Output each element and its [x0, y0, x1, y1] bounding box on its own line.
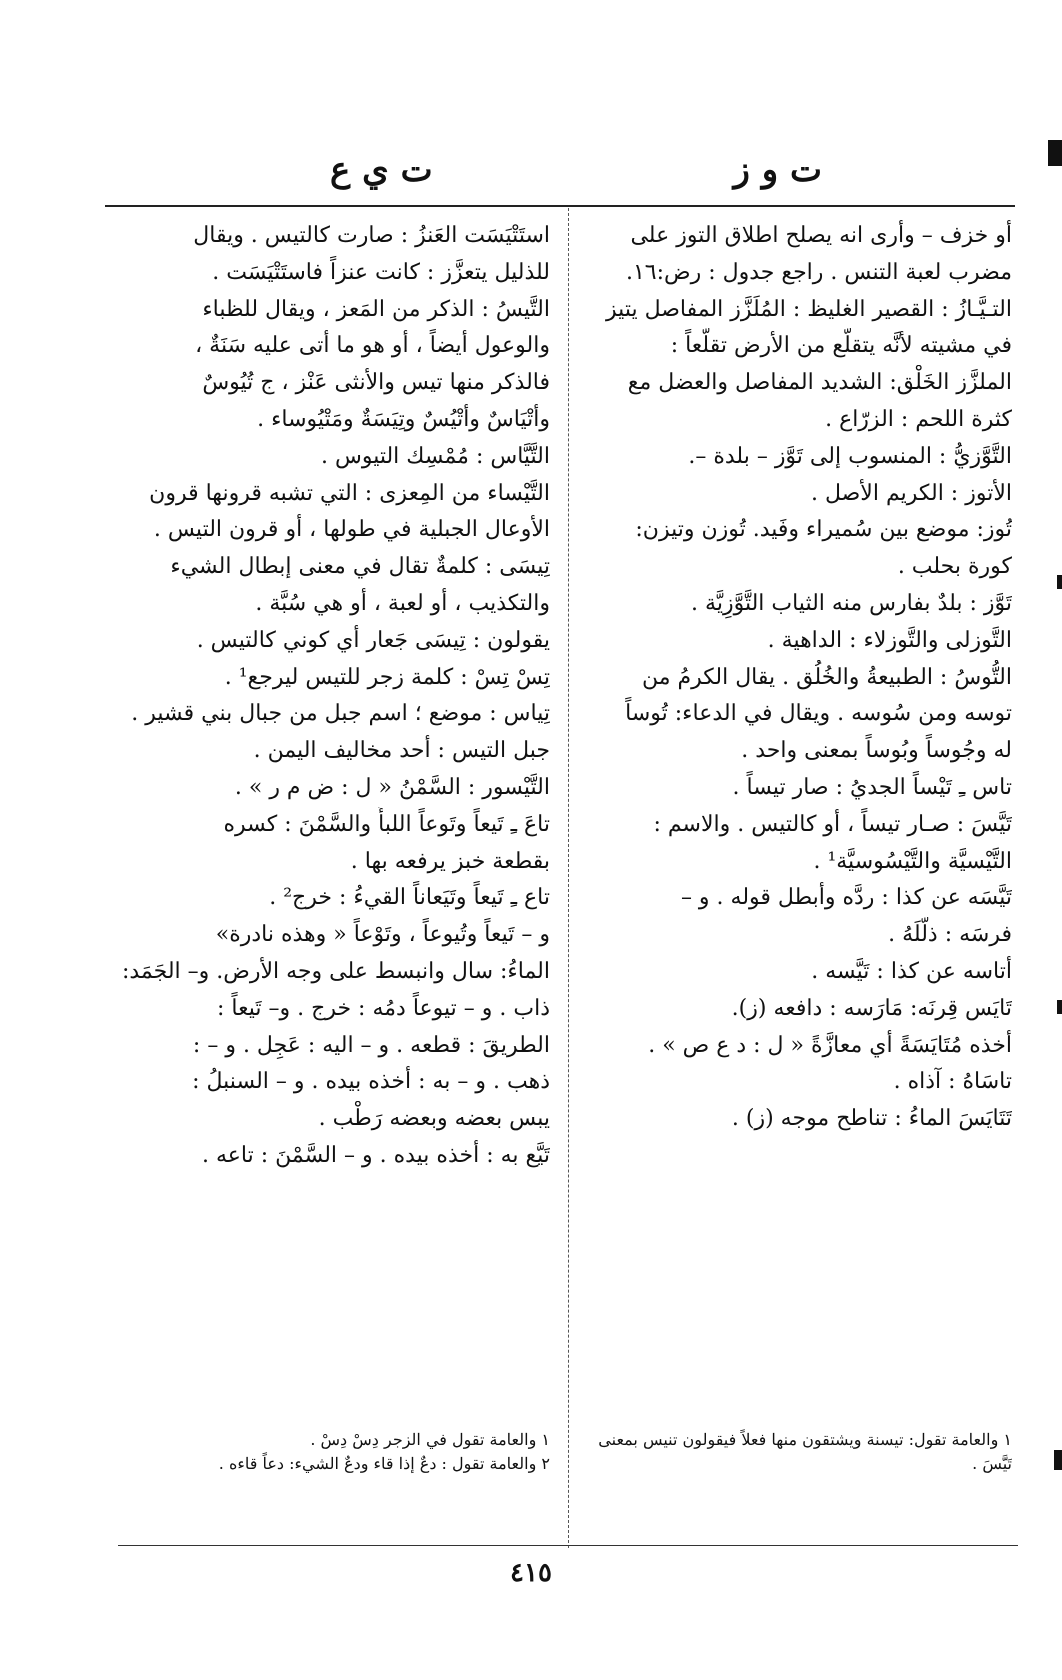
- footnote: ١ والعامة تقول في الزجر دِسْ دِسْ .: [310, 1430, 550, 1449]
- text-line: التَّيْسور : السَّمْنُ « ل : ض م ر » .: [234, 774, 550, 800]
- text-line: التَّيْساء من المِعزى : التي تشبه قرونها قرون: [149, 480, 550, 506]
- text-line: فرسَه : ذلَّلَهُ .: [888, 922, 1012, 948]
- text-line: أخذه مُتَايَسَةً أي معازَّةً « ل : د ع ص » .: [648, 1032, 1012, 1058]
- scan-edge-mark: [1057, 1000, 1062, 1014]
- header-rule: [105, 205, 1015, 207]
- text-line: تاس ـِ تَيْساً الجديُ : صار تيساً .: [732, 774, 1012, 800]
- text-line: فالذكر منها تيس والأنثى عَنْز ، ج تُيُوسٌ: [202, 370, 550, 396]
- text-line: تاع ـِ تَيعاً وتَيَعاناً القيءُ : خرج² .: [269, 885, 550, 911]
- text-line: تاعَ ـِ تَيعاً وتَوعاً اللبأَ والسَّمْنَ : كسره: [223, 811, 550, 837]
- text-line: جبل التيس : أحد مخاليف اليمن .: [253, 738, 550, 764]
- text-line: كورة بحلب .: [897, 554, 1012, 580]
- text-line: تَيَّسَ : صـار تيساً ، أو كالتيس . والاسم :: [653, 811, 1012, 837]
- text-line: أتاسه عن كذا : تَيَّسه .: [811, 958, 1012, 984]
- left-footnotes: [110, 1428, 550, 1476]
- text-line: والتكذيب ، أو لعبة ، أو هي سُبَّة .: [255, 590, 550, 616]
- text-line: تاسَاهُ : آذاه .: [893, 1069, 1012, 1095]
- text-line: التَّيْسيَّة والتَّيْسُوسيَّة¹ .: [813, 848, 1012, 874]
- right-header-title: ت و ز: [733, 150, 822, 190]
- text-line: يبس بعضه وبعضه رَطْب .: [318, 1106, 550, 1132]
- text-line: التَّوَّزيُّ : المنسوب إلى تَوَّز – بلدة –.: [688, 443, 1012, 469]
- page-number: ٤١٥: [510, 1558, 552, 1588]
- text-line: أو خزف – وأرى انه يصلح اطلاق التوز على: [630, 223, 1012, 248]
- text-line: التُّوسُ : الطبيعةُ والخُلُق . يقال الكرمُ من: [641, 664, 1012, 690]
- text-line: كثرة اللحم : الزرّاع .: [825, 406, 1012, 432]
- scan-edge-mark: [1057, 575, 1062, 589]
- text-line: في مشيته لأنَّه يتقلَّع من الأرض تقلُّعاً :: [670, 333, 1012, 359]
- text-line: التَّيسُ : الذكر من المَعز ، ويقال للظباء: [202, 296, 550, 322]
- text-line: الماءُ: سال وانبسط على وجه الأرض. و– الجَمَد:: [121, 958, 550, 984]
- footer-rule: [118, 1545, 1018, 1546]
- footnote: ٢ والعامة تقول : دعٌ إذا قاء ودعٌ الشيء: دعاً قاءه .: [218, 1454, 550, 1473]
- text-line: بقطعة خبز يرفعه بها .: [350, 848, 550, 874]
- text-line: التَّيَّاس : مُمْسِك التيوس .: [320, 443, 550, 469]
- text-line: تَيَّع به : أخذه بيده . و – السَّمْنَ : تاعه .: [201, 1142, 550, 1168]
- text-line: تَوَّز : بلدٌ بفارس منه الثياب التَّوَّزِيَّة .: [691, 590, 1012, 616]
- scan-edge-mark: [1048, 140, 1062, 166]
- text-line: تِسْ تِسْ : كلمة زجر للتيس ليرجع¹ .: [224, 664, 550, 690]
- text-line: تَايَس قِرنَه: مَارَسه : دافعه (ز).: [731, 995, 1012, 1021]
- footnote: ١ والعامة تقول: تيسنة ويشتقون منها فعلاً فيقولون تنيس بمعنى: [598, 1430, 1012, 1449]
- text-line: الأوعال الجبلية في طولها ، أو قرون التيس .: [153, 517, 550, 543]
- text-line: تَيَّسَه عن كذا : ردَّه وأبطل قوله . و –: [680, 885, 1012, 911]
- scan-edge-mark: [1054, 1450, 1062, 1470]
- text-line: التَّوزلى والتَّوزلاء : الداهية .: [767, 627, 1012, 653]
- text-line: و – تَيعاً وتُيوعاً ، وتَوْعاً « وهذه نادرة»: [215, 922, 550, 948]
- text-line: الطريقَ : قطعه . و – اليه : عَجِل . و – :: [192, 1032, 550, 1058]
- text-line: والوعول أيضاً ، أو هو ما أتى عليه سَنَةٌ ،: [195, 333, 550, 359]
- text-line: تَتَايَسَ الماءُ : تناطح موجه (ز) .: [731, 1106, 1012, 1132]
- left-header-title: ت ي ع: [330, 150, 433, 190]
- text-line: التـيَّـازُ : القصير الغليظ : المُلَزَّز المفاصل يتيز: [606, 296, 1012, 322]
- left-column: [110, 218, 550, 1175]
- text-line: تِيسَى : كلمةٌ تقال في معنى إبطال الشيء: [170, 554, 550, 580]
- text-line: ذاب . و – تيوعاً دمُه : خرج . و– تَيعاً :: [217, 995, 550, 1021]
- right-footnotes: [557, 1428, 1012, 1476]
- text-line: ذهب . و – به : أخذه بيده . و – السنبلُ :: [192, 1069, 550, 1095]
- text-line: الملزَّز الخَلْق: الشديد المفاصل والعضل مع: [627, 370, 1012, 396]
- text-line: للذليل يتعزَّز : كانت عنزاً فاستَتْيَسَت .: [212, 259, 550, 285]
- text-line: وأتْيَاسٌ وأتْيُسٌ وتِيَسَةٌ ومَتْيُوساء .: [257, 406, 550, 432]
- text-line: له وجُوساً وبُوساً بمعنى واحد .: [741, 738, 1012, 764]
- text-line: تُوز: موضع بين سُميراء وفَيد. تُوزن وتيزن:: [635, 517, 1012, 543]
- text-line: تِياس : موضع ؛ اسم جبل من جبال بني قشير .: [131, 701, 550, 727]
- text-line: مضرب لعبة التنس . راجع جدول : رض:١٦.: [625, 259, 1012, 285]
- text-line: يقولون : تِيسَى جَعار أي كوني كالتيس .: [196, 627, 550, 653]
- text-line: الأتوز : الكريم الأصل .: [810, 480, 1012, 506]
- right-column: [557, 218, 1012, 1138]
- text-line: توسه ومن سُوسه . ويقال في الدعاء: تُوساً: [625, 701, 1012, 727]
- footnote: تَيَّسَ .: [972, 1454, 1012, 1473]
- text-line: استَتْيَسَت العَنزُ : صارت كالتيس . ويقال: [193, 223, 550, 248]
